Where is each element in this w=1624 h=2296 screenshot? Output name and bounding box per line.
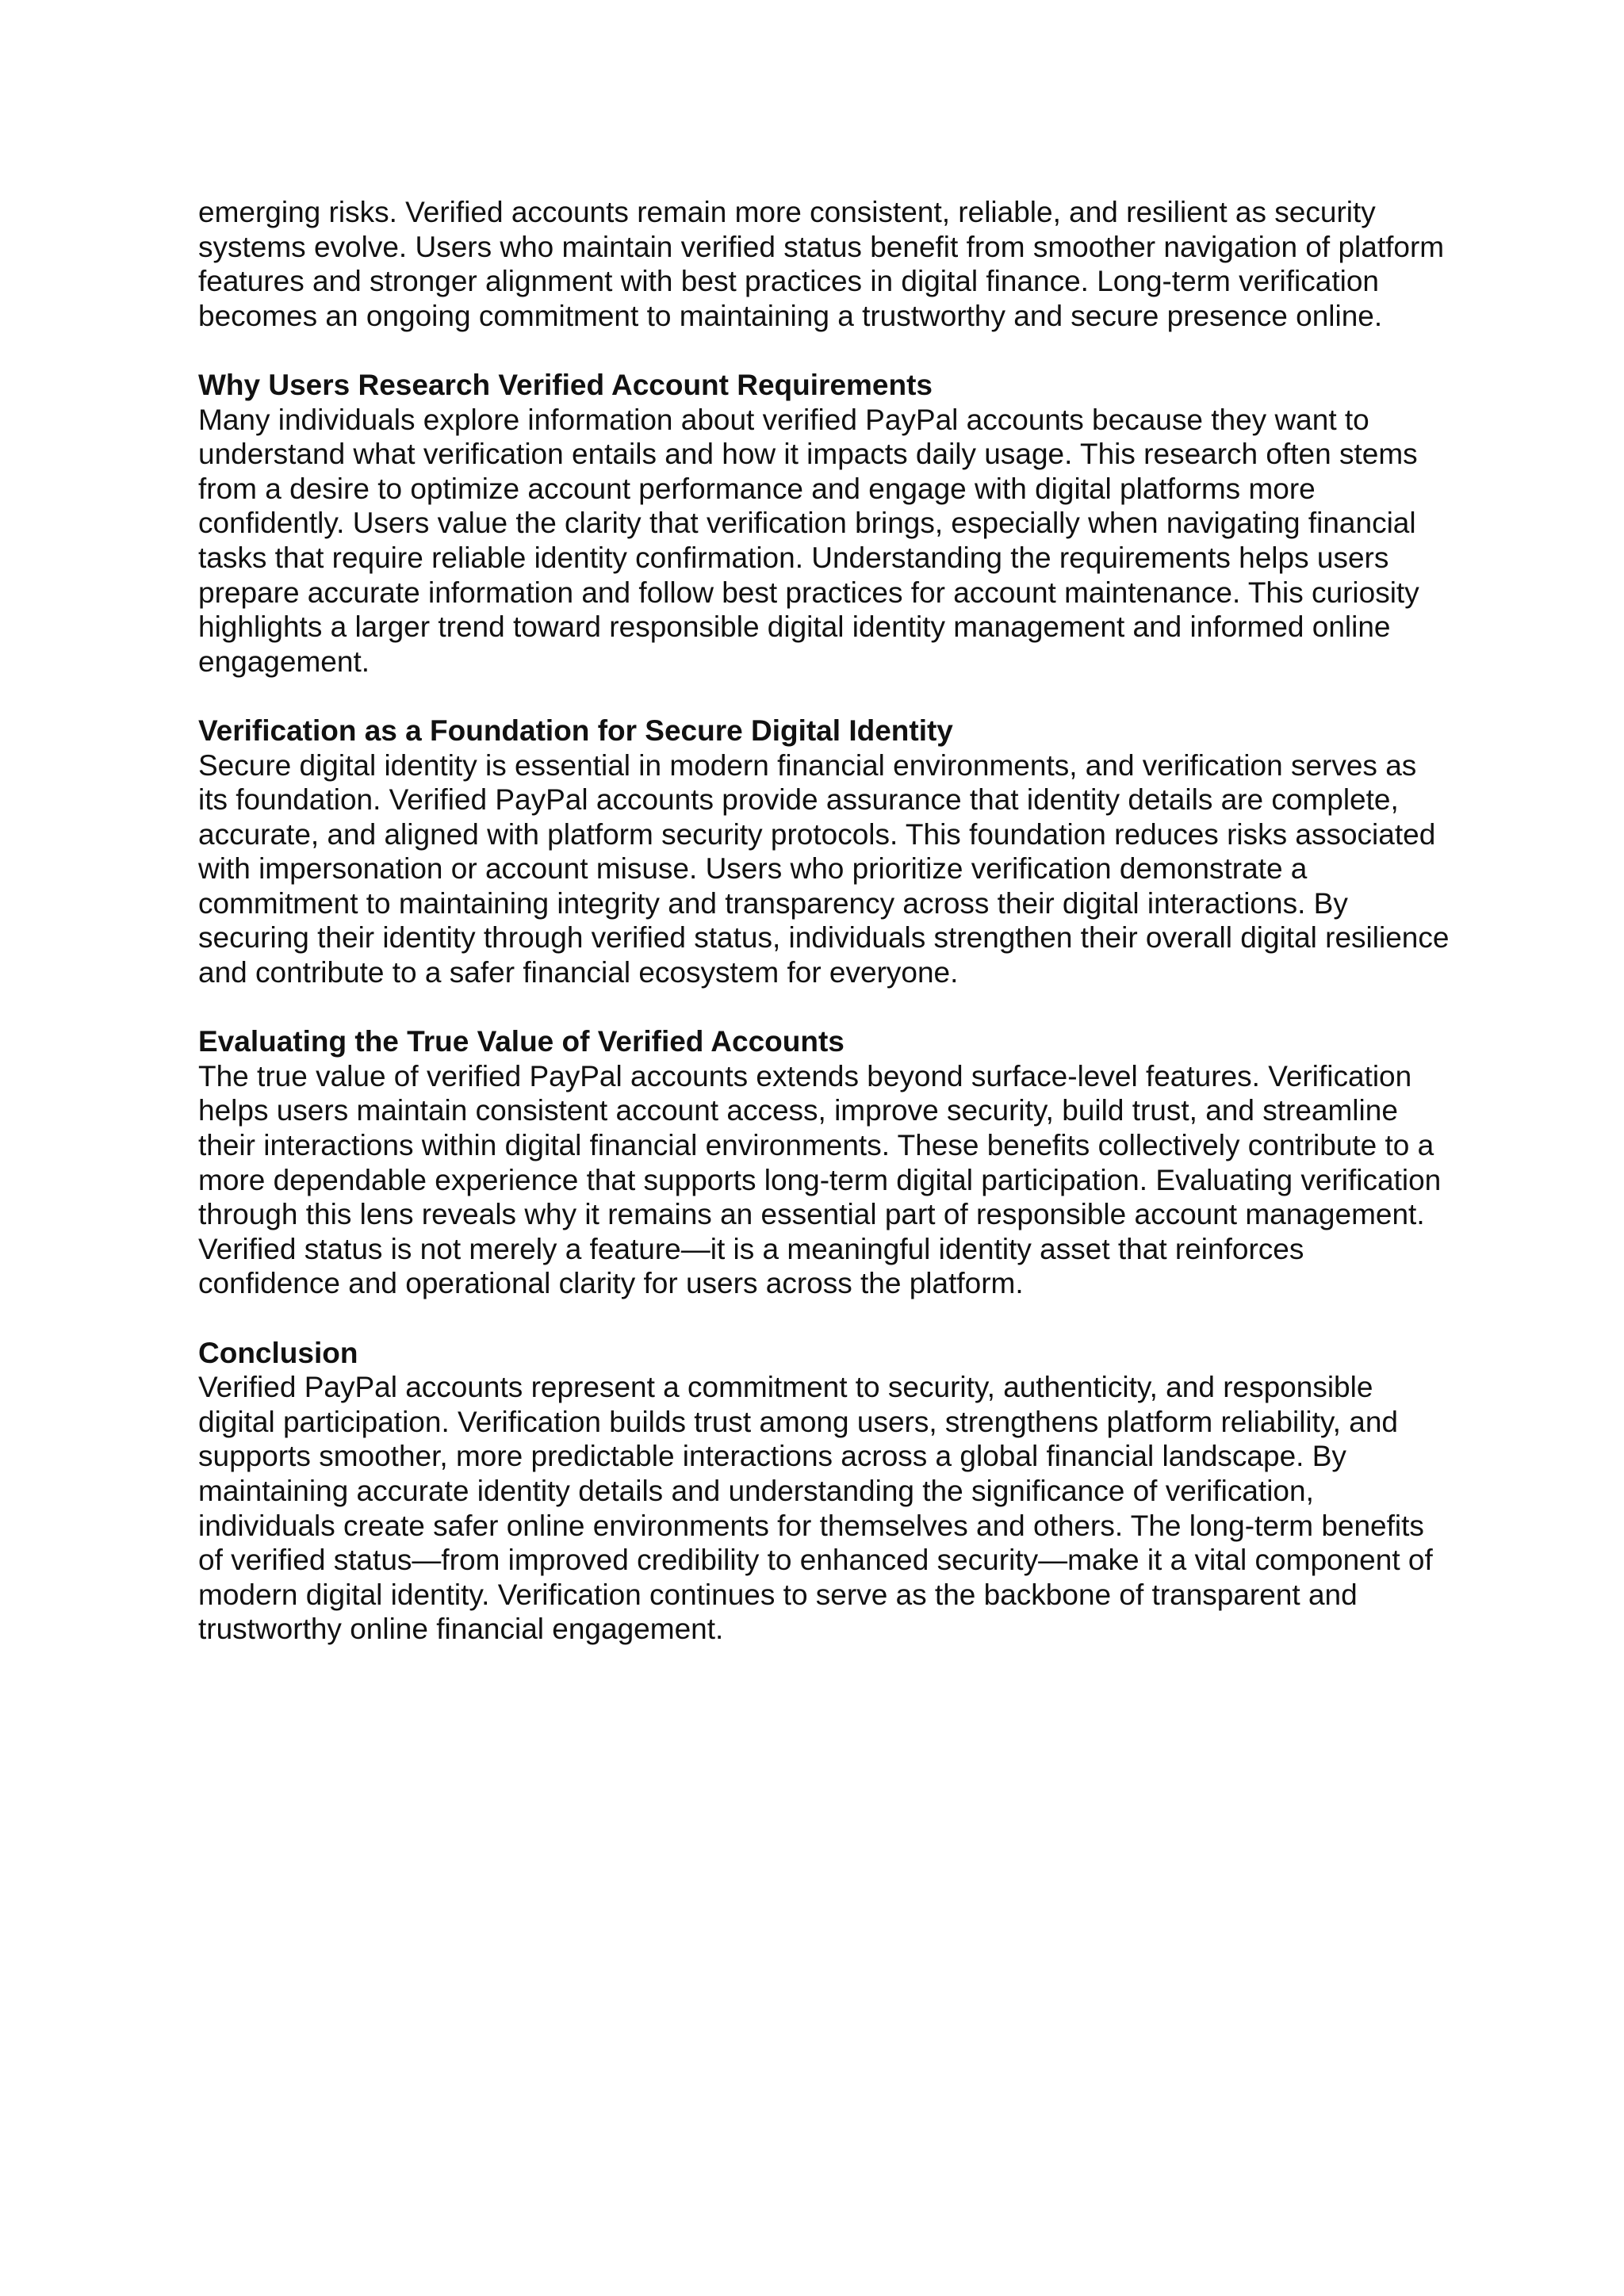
section-body: Secure digital identity is essential in modern financial environments, and verification serves as its foundation. Verified PayPal accounts provide assurance that identity details are complete, accurate, and aligned with platform security protocols. This foundation reduces risks associated with impersonation or account misuse. Users who prioritize verification demonstrate a commitment to maintaining integrity and transparency across their digital interactions. By securing their identity through verified status, individuals strengthen their overall digital resilience and contribute to a safer financial ecosystem for everyone.	[198, 748, 1450, 989]
section-verification-foundation	[198, 714, 1451, 990]
section-conclusion	[198, 1336, 1451, 1647]
section-heading: Evaluating the True Value of Verified Accounts	[198, 1025, 845, 1058]
section-heading: Why Users Research Verified Account Requirements	[198, 368, 933, 401]
section-why-users-research	[198, 368, 1451, 679]
section-body: Verified PayPal accounts represent a commitment to security, authenticity, and responsible digital participation. Verification builds trust among users, strengthens platform reliability, and supports smoother, more predictable interactions across a global financial landscape. By maintaining accurate identity details and understanding the significance of verification, individuals create safer online environments for themselves and others. The long-term benefits of verified status—from improved credibility to enhanced security—make it a vital component of modern digital identity. Verification continues to serve as the backbone of transparent and trustworthy online financial engagement.	[198, 1371, 1433, 1646]
section-body: Many individuals explore information about verified PayPal accounts because they want to understand what verification entails and how it impacts daily usage. This research often stems from a desire to optimize account performance and engage with digital platforms more confidently. Users value the clarity that verification brings, especially when navigating financial tasks that require reliable identity confirmation. Understanding the requirements helps users prepare accurate information and follow best practices for account maintenance. This curiosity highlights a larger trend toward responsible digital identity management and informed online engagement.	[198, 403, 1419, 678]
section-evaluating-value	[198, 1024, 1451, 1301]
section-body: The true value of verified PayPal accounts extends beyond surface-level features. Verification helps users maintain consistent account access, improve security, build trust, and streamline their interactions within digital financial environments. These benefits collectively contribute to a more dependable experience that supports long-term digital participation. Evaluating verification through this lens reveals why it remains an essential part of responsible account management. Verified status is not merely a feature—it is a meaningful identity asset that reinforces confidence and operational clarity for users across the platform.	[198, 1059, 1442, 1300]
intro-paragraph: emerging risks. Verified accounts remain more consistent, reliable, and resilient as security systems evolve. Users who maintain verified status benefit from smoother navigation of platform features and stronger alignment with best practices in digital finance. Long-term verification becomes an ongoing commitment to maintaining a trustworthy and secure presence online.	[198, 196, 1445, 332]
document-body	[198, 195, 1451, 1647]
section-heading: Conclusion	[198, 1336, 358, 1369]
section-heading: Verification as a Foundation for Secure Digital Identity	[198, 714, 953, 747]
